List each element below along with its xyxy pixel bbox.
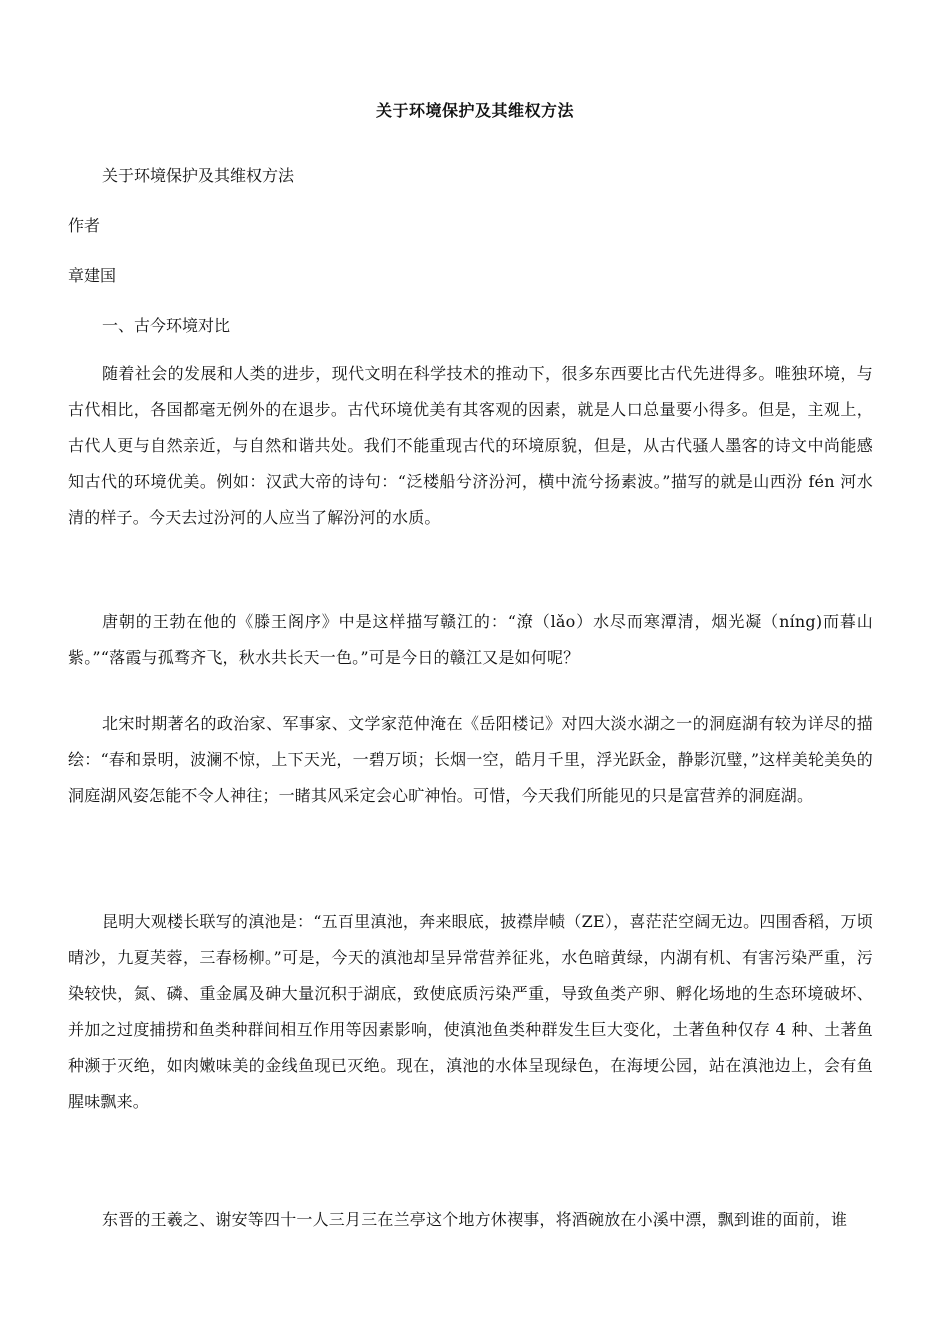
document-subtitle: 关于环境保护及其维权方法 [102,166,295,185]
document-title: 关于环境保护及其维权方法 [375,101,574,120]
paragraph-3: 北宋时期著名的政治家、军事家、文学家范仲淹在《岳阳楼记》对四大淡水湖之一的洞庭湖有较为详尽的描绘：“春和景明，波澜不惊，上下天光，一碧万顷；长烟一空，皓月千里，浮光跃金，静影沉璧，”这样美轮美奂的洞庭湖风姿怎能不令人神往；一睹其风采定会心旷神怡。可惜，今天我们所能见的只是富营养的洞庭湖。 [68,714,873,805]
paragraph-1: 随着社会的发展和人类的进步，现代文明在科学技术的推动下，很多东西要比古代先进得多。唯独环境，与古代相比，各国都毫无例外的在退步。古代环境优美有其客观的因素，就是人口总量要小得多。但是，主观上，古代人更与自然亲近，与自然和谐共处。我们不能重现古代的环境原貌，但是，从古代骚人墨客的诗文中尚能感知古代的环境优美。例如：汉武大帝的诗句：“泛楼船兮济汾河，横中流兮扬素波。”描写的就是山西汾 fén 河水清的样子。今天去过汾河的人应当了解汾河的水质。 [68,364,873,527]
author-label: 作者 [68,216,101,235]
paragraph-5: 东晋的王羲之、谢安等四十一人三月三在兰亭这个地方休禊事，将酒碗放在小溪中漂，飘到谁的面前，谁 [102,1210,848,1229]
section-heading: 一、古今环境对比 [102,316,231,335]
author-name: 章建国 [68,266,117,285]
paragraph-4: 昆明大观楼长联写的滇池是：“五百里滇池，奔来眼底，披襟岸帻（ZE），喜茫茫空阔无边。四围香稻，万顷晴沙，九夏芙蓉，三春杨柳。”可是，今天的滇池却呈异常营养征兆，水色暗黄绿，内湖有机、有害污染严重，污染较快，氮、磷、重金属及砷大量沉积于湖底，致使底质污染严重，导致鱼类产卵、孵化场地的生态环境破坏、并加之过度捕捞和鱼类种群间相互作用等因素影响，使滇池鱼类种群发生巨大变化，土著鱼种仅存 4 种、土著鱼种濒于灭绝，如肉嫩味美的金线鱼现已灭绝。现在，滇池的水体呈现绿色，在海埂公园，站在滇池边上，会有鱼腥味飘来。 [68,912,873,1111]
paragraph-2: 唐朝的王勃在他的《滕王阁序》中是这样描写赣江的：“潦（lǎo）水尽而寒潭清，烟光凝（níng)而暮山紫。”“落霞与孤骛齐飞，秋水共长天一色。”可是今日的赣江又是如何呢？ [68,612,873,667]
